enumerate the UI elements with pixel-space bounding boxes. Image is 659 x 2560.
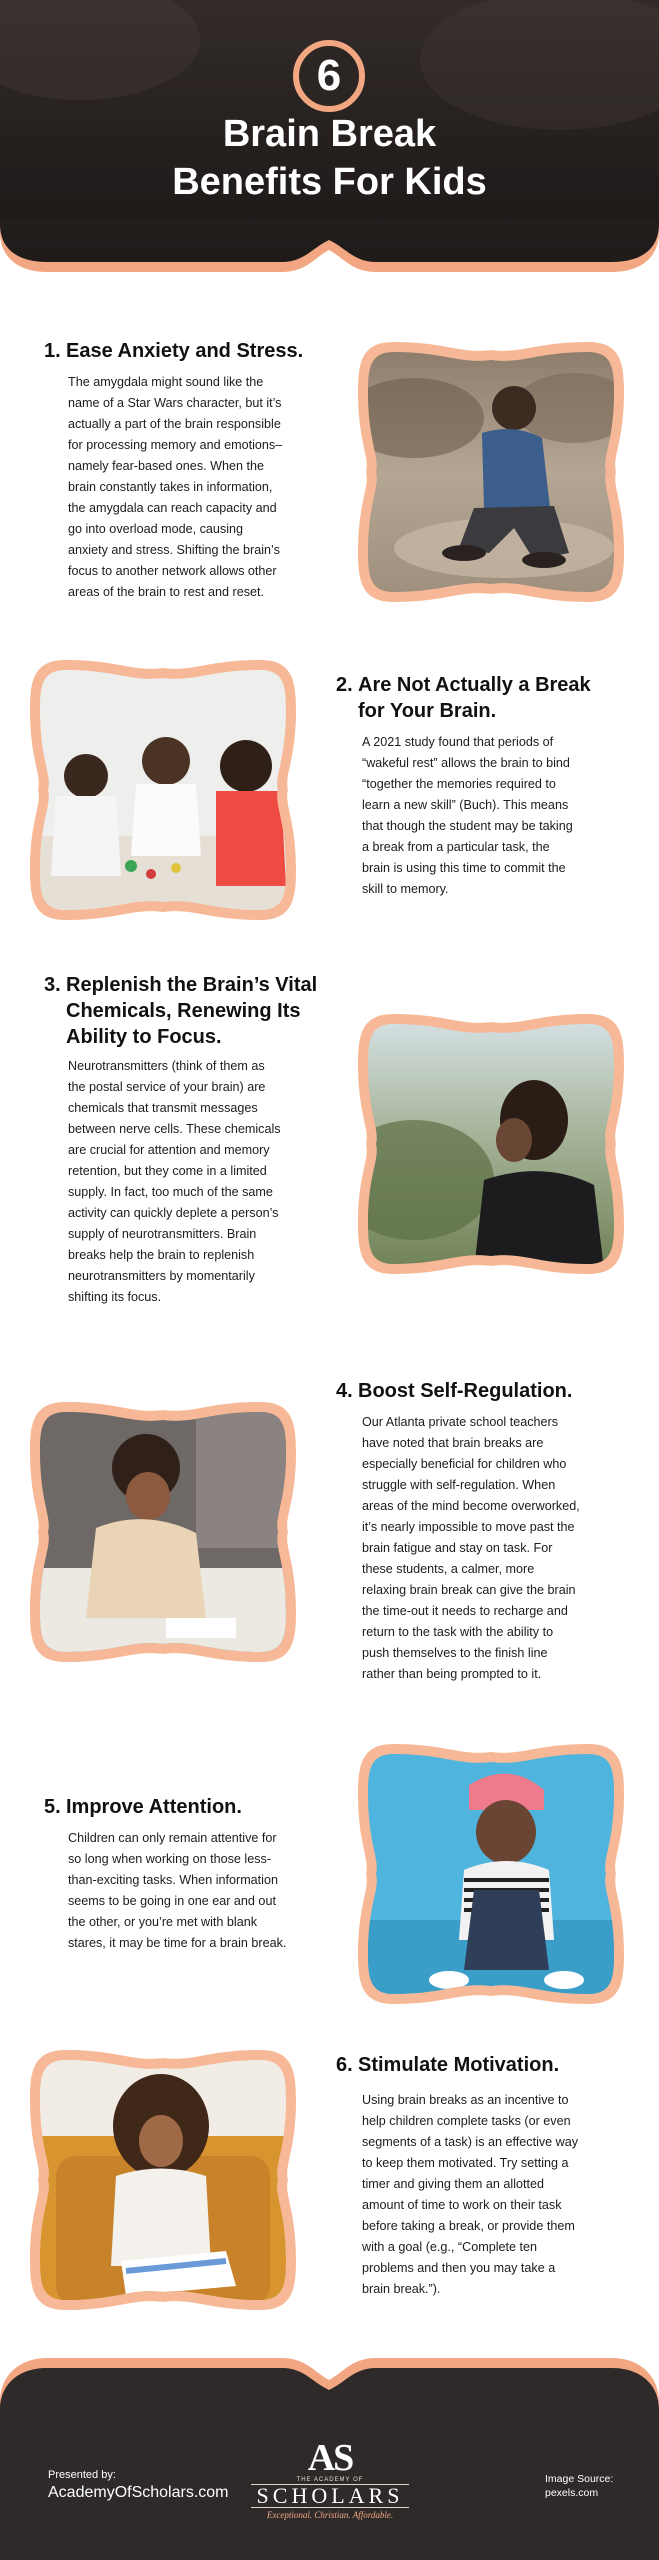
- source-link[interactable]: pexels.com: [545, 2487, 599, 2499]
- body-line: “wakeful rest” allows the brain to bind: [362, 756, 570, 770]
- section-number: 5.: [44, 1796, 61, 1818]
- section-3-heading: [44, 972, 344, 1050]
- presented-by: [48, 2468, 229, 2504]
- photo-girl-pink-hat: [354, 1740, 628, 2008]
- header-banner: [0, 0, 659, 285]
- body-line: areas of the mind become overworked,: [362, 1499, 580, 1513]
- image-source: [545, 2472, 613, 2500]
- body-line: the postal service of your brain) are: [68, 1080, 266, 1094]
- section-1-body: [68, 372, 338, 603]
- section-4-body: [362, 1412, 637, 1685]
- presented-link[interactable]: AcademyOfScholars.com: [48, 2484, 229, 2501]
- photo-girl-braids-profile: [354, 1010, 628, 1278]
- body-line: are crucial for attention and memory: [68, 1143, 270, 1157]
- body-line: breaks help the brain to replenish: [68, 1248, 255, 1262]
- source-label: Image Source:: [545, 2473, 614, 2485]
- body-line: activity can quickly deplete a person’s: [68, 1206, 279, 1220]
- section-number: 4.: [336, 1380, 353, 1402]
- body-line: areas of the brain to rest and reset.: [68, 585, 265, 599]
- body-line: name of a Star Wars character, but it’s: [68, 396, 282, 410]
- body-line: supply of neurotransmitters. Brain: [68, 1227, 257, 1241]
- section-heading-text: Stimulate Motivation.: [358, 2054, 560, 2076]
- photo-boy-tying-shoe: [354, 338, 628, 606]
- body-line: retention, but they come in a limited: [68, 1164, 267, 1178]
- body-line: “together the memories required to: [362, 777, 556, 791]
- heading-line: Ability to Focus.: [66, 1026, 222, 1048]
- section-5-heading: [44, 1794, 344, 1820]
- section-2-body: [362, 732, 632, 900]
- number-badge: 6: [293, 40, 365, 112]
- body-line: than-exciting tasks. When information: [68, 1873, 278, 1887]
- body-line: focus to another network allows other: [68, 564, 277, 578]
- body-line: brain constantly takes in information,: [68, 480, 273, 494]
- body-line: return to the task with the ability to: [362, 1625, 554, 1639]
- body-line: Our Atlanta private school teachers: [362, 1415, 559, 1429]
- title-line-2: Benefits For Kids: [172, 161, 487, 203]
- body-line: with a goal (e.g., “Complete ten: [362, 2240, 538, 2254]
- heading-line: Chemicals, Renewing Its: [66, 1000, 301, 1022]
- body-line: anxiety and stress. Shifting the brain’s: [68, 543, 280, 557]
- body-line: to keep them motivated. Try setting a: [362, 2156, 569, 2170]
- heading-line: for Your Brain.: [358, 700, 497, 722]
- logo-tagline: Exceptional. Christian. Affordable.: [266, 2510, 394, 2520]
- section-number: 1.: [44, 340, 61, 362]
- body-line: so long when working on those less-: [68, 1852, 272, 1866]
- body-line: for processing memory and emotions–: [68, 438, 283, 452]
- section-5-body: [68, 1828, 343, 1954]
- academy-logo: [250, 2437, 410, 2520]
- body-line: seems to be going in one ear and out: [68, 1894, 276, 1908]
- section-6-heading: [336, 2052, 636, 2078]
- body-line: the other, or you’re met with blank: [68, 1915, 258, 1929]
- logo-mark: AS: [307, 2437, 353, 2479]
- body-line: rather than being prompted to it.: [362, 1667, 542, 1681]
- body-line: especially beneficial for children who: [362, 1457, 567, 1471]
- photo-girl-drawing-rug: [26, 1398, 300, 1666]
- presented-label: Presented by:: [48, 2469, 116, 2481]
- body-line: namely fear-based ones. When the: [68, 459, 265, 473]
- logo-academy-text: THE ACADEMY OF: [296, 2477, 364, 2483]
- body-line: it’s nearly impossible to move past the: [362, 1520, 575, 1534]
- body-line: amount of time to work on their task: [362, 2198, 562, 2212]
- body-line: skill to memory.: [362, 882, 449, 896]
- body-line: A 2021 study found that periods of: [362, 735, 554, 749]
- logo-name: SCHOLARS: [251, 2484, 410, 2508]
- body-line: the amygdala can reach capacity and: [68, 501, 277, 515]
- body-line: the time-out it needs to recharge and: [362, 1604, 568, 1618]
- photo-girl-reading-chair: [26, 2046, 300, 2314]
- body-line: neurotransmitters by momentarily: [68, 1269, 255, 1283]
- body-line: brain fatigue and stay on task. For: [362, 1541, 553, 1555]
- body-line: The amygdala might sound like the: [68, 375, 264, 389]
- section-heading-text: [66, 972, 317, 1050]
- body-line: Neurotransmitters (think of them as: [68, 1059, 265, 1073]
- section-1-heading: [44, 338, 344, 364]
- body-line: learn a new skill” (Buch). This means: [362, 798, 569, 812]
- body-line: chemicals that transmit messages: [68, 1101, 258, 1115]
- section-4-heading: [336, 1378, 636, 1404]
- heading-line: Replenish the Brain’s Vital: [66, 974, 318, 996]
- body-line: relaxing brain break can give the brain: [362, 1583, 576, 1597]
- photo-kids-playing-floor: [26, 656, 300, 924]
- body-line: push themselves to the finish line: [362, 1646, 548, 1660]
- body-line: segments of a task) is an effective way: [362, 2135, 579, 2149]
- body-line: stares, it may be time for a brain break.: [68, 1936, 287, 1950]
- body-line: shifting its focus.: [68, 1290, 162, 1304]
- section-heading-text: Improve Attention.: [66, 1796, 242, 1818]
- body-line: between nerve cells. These chemicals: [68, 1122, 281, 1136]
- body-line: Children can only remain attentive for: [68, 1831, 277, 1845]
- body-line: brain is using this time to commit the: [362, 861, 566, 875]
- section-number: 6.: [336, 2054, 353, 2076]
- section-heading-text: [358, 672, 591, 724]
- section-number: 2.: [336, 674, 353, 696]
- section-heading-text: Ease Anxiety and Stress.: [66, 340, 304, 362]
- body-line: that though the student may be taking: [362, 819, 573, 833]
- body-line: supply. In fact, too much of the same: [68, 1185, 273, 1199]
- section-2-heading: [336, 672, 636, 724]
- section-heading-text: Boost Self-Regulation.: [358, 1380, 573, 1402]
- body-line: go into overload mode, causing: [68, 522, 244, 536]
- body-line: have noted that brain breaks are: [362, 1436, 544, 1450]
- body-line: a break from a particular task, the: [362, 840, 550, 854]
- body-line: Using brain breaks as an incentive to: [362, 2093, 569, 2107]
- body-line: before taking a break, or provide them: [362, 2219, 575, 2233]
- body-line: brain break.”).: [362, 2282, 441, 2296]
- body-line: problems and then you may take a: [362, 2261, 556, 2275]
- section-6-body: [362, 2090, 637, 2300]
- section-3-body: [68, 1056, 338, 1308]
- section-number: 3.: [44, 974, 61, 996]
- title-line-1: Brain Break: [222, 113, 437, 155]
- body-line: help children complete tasks (or even: [362, 2114, 571, 2128]
- page-title: [0, 110, 659, 206]
- heading-line: Are Not Actually a Break: [358, 674, 591, 696]
- body-line: timer and giving them an allotted: [362, 2177, 545, 2191]
- body-line: actually a part of the brain responsible: [68, 417, 281, 431]
- body-line: these students, a calmer, more: [362, 1562, 535, 1576]
- body-line: struggle with self-regulation. When: [362, 1478, 556, 1492]
